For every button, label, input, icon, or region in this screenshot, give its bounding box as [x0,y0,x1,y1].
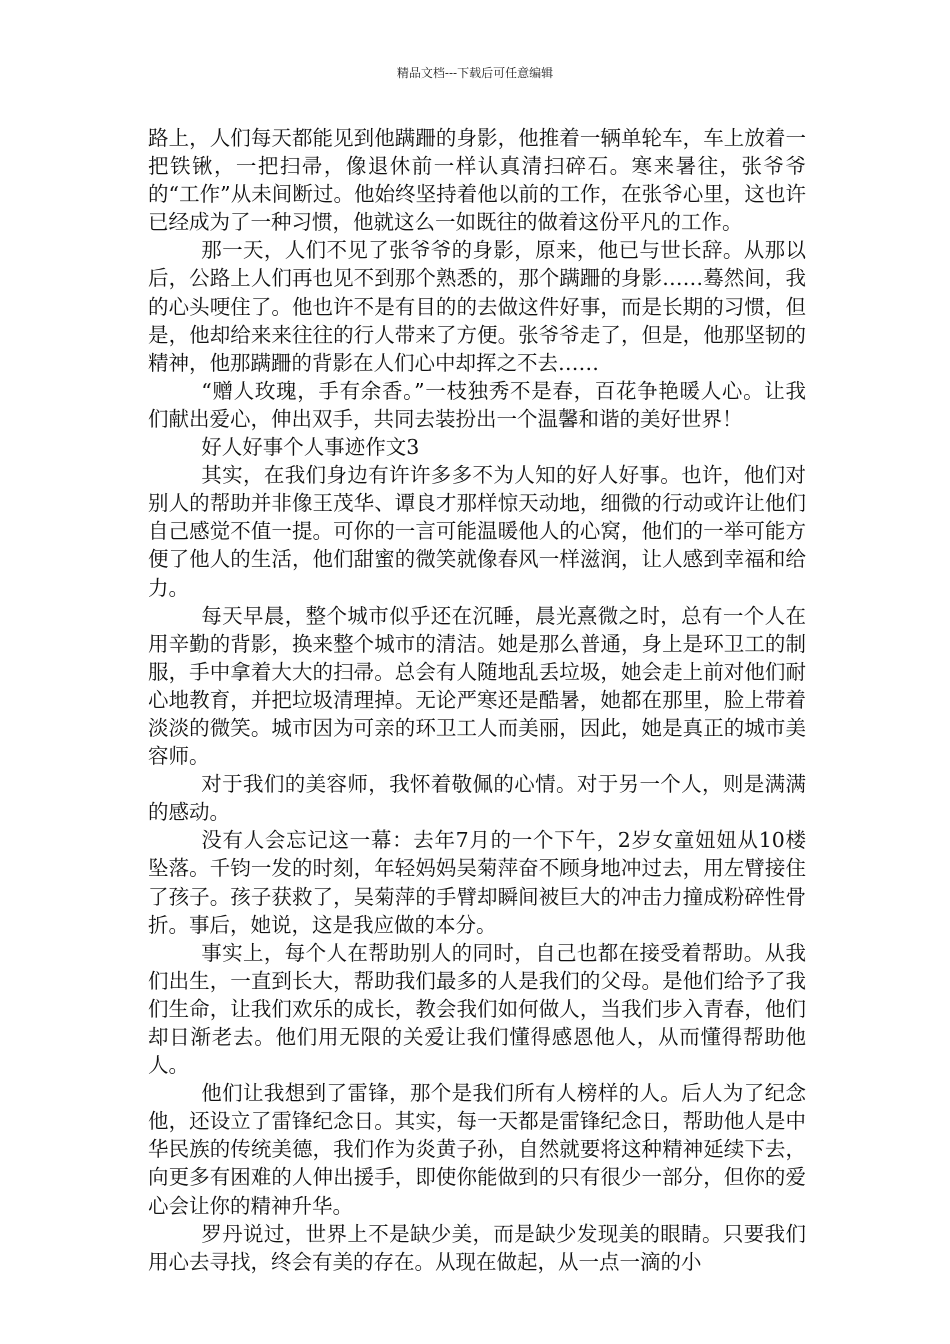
paragraph: “赠人玫瑰，手有余香。”一枝独秀不是春，百花争艳暖人心。让我们献出爱心，伸出双手，共同去装扮出一个温馨和谐的美好世界！ [148,378,806,431]
section-heading: 好人好事个人事迹作文3 [201,435,420,460]
document-body [148,124,806,1276]
paragraph: 罗丹说过，世界上不是缺少美，而是缺少发现美的眼睛。只要我们用心去寻找，终会有美的存在。从现在做起，从一点一滴的小 [148,1221,806,1274]
paragraph: 那一天，人们不见了张爷爷的身影，原来，他已与世长辞。从那以后，公路上人们再也见不到那个熟悉的，那个蹒跚的身影……蓦然间，我的心头哽住了。他也许不是有目的的去做这件好事，而是长期的习惯，但是，他却给来来往往的行人带来了方便。张爷爷走了，但是，他那坚韧的精神，他那蹒跚的背影在人们心中却挥之不去…… [148,238,806,375]
paragraph: 每天早晨，整个城市似乎还在沉睡，晨光熹微之时，总有一个人在用辛勤的背影，换来整个城市的清洁。她是那么普通，身上是环卫工的制服，手中拿着大大的扫帚。总会有人随地乱丢垃圾，她会走上前对他们耐心地教育，并把垃圾清理掉。无论严寒还是酷暑，她都在那里，脸上带着淡淡的微笑。城市因为可亲的环卫工人而美丽，因此，她是真正的城市美容师。 [148,603,806,769]
paragraph: 其实，在我们身边有许许多多不为人知的好人好事。也许，他们对别人的帮助并非像王茂华、谭良才那样惊天动地，细微的行动或许让他们自己感觉不值一提。可你的一言可能温暖他人的心窝，他们的一举可能方便了他人的生活，他们甜蜜的微笑就像春风一样滋润，让人感到幸福和给力。 [148,463,806,600]
paragraph: 他们让我想到了雷锋，那个是我们所有人榜样的人。后人为了纪念他，还设立了雷锋纪念日。其实，每一天都是雷锋纪念日，帮助他人是中华民族的传统美德，我们作为炎黄子孙，自然就要将这种精神延续下去，向更多有困难的人伸出援手，即使你能做到的只有很少一部分，但你的爱心会让你的精神升华。 [148,1081,806,1218]
page-header: 精品文档---下载后可任意编辑 [396,66,554,80]
paragraph-continued: 路上，人们每天都能见到他蹒跚的身影，他推着一辆单轮车，车上放着一把铁锹，一把扫帚，像退休前一样认真清扫碎石。寒来暑往，张爷爷的“工作”从未间断过。他始终坚持着他以前的工作，在张爷心里，这也许已经成为了一种习惯，他就这么一如既往的做着这份平凡的工作。 [148,126,806,235]
paragraph: 没有人会忘记这一幕：去年7月的一个下午，2岁女童妞妞从10楼坠落。千钧一发的时刻，年轻妈妈吴菊萍奋不顾身地冲过去，用左臂接住了孩子。孩子获救了，吴菊萍的手臂却瞬间被巨大的冲击力撞成粉碎性骨折。事后，她说，这是我应做的本分。 [148,828,806,937]
paragraph: 事实上，每个人在帮助别人的同时，自己也都在接受着帮助。从我们出生，一直到长大，帮助我们最多的人是我们的父母。是他们给予了我们生命，让我们欢乐的成长，教会我们如何做人，当我们步入青春，他们却日渐老去。他们用无限的关爱让我们懂得感恩他人，从而懂得帮助他人。 [148,940,806,1078]
paragraph: 对于我们的美容师，我怀着敬佩的心情。对于另一个人，则是满满的感动。 [148,772,806,825]
